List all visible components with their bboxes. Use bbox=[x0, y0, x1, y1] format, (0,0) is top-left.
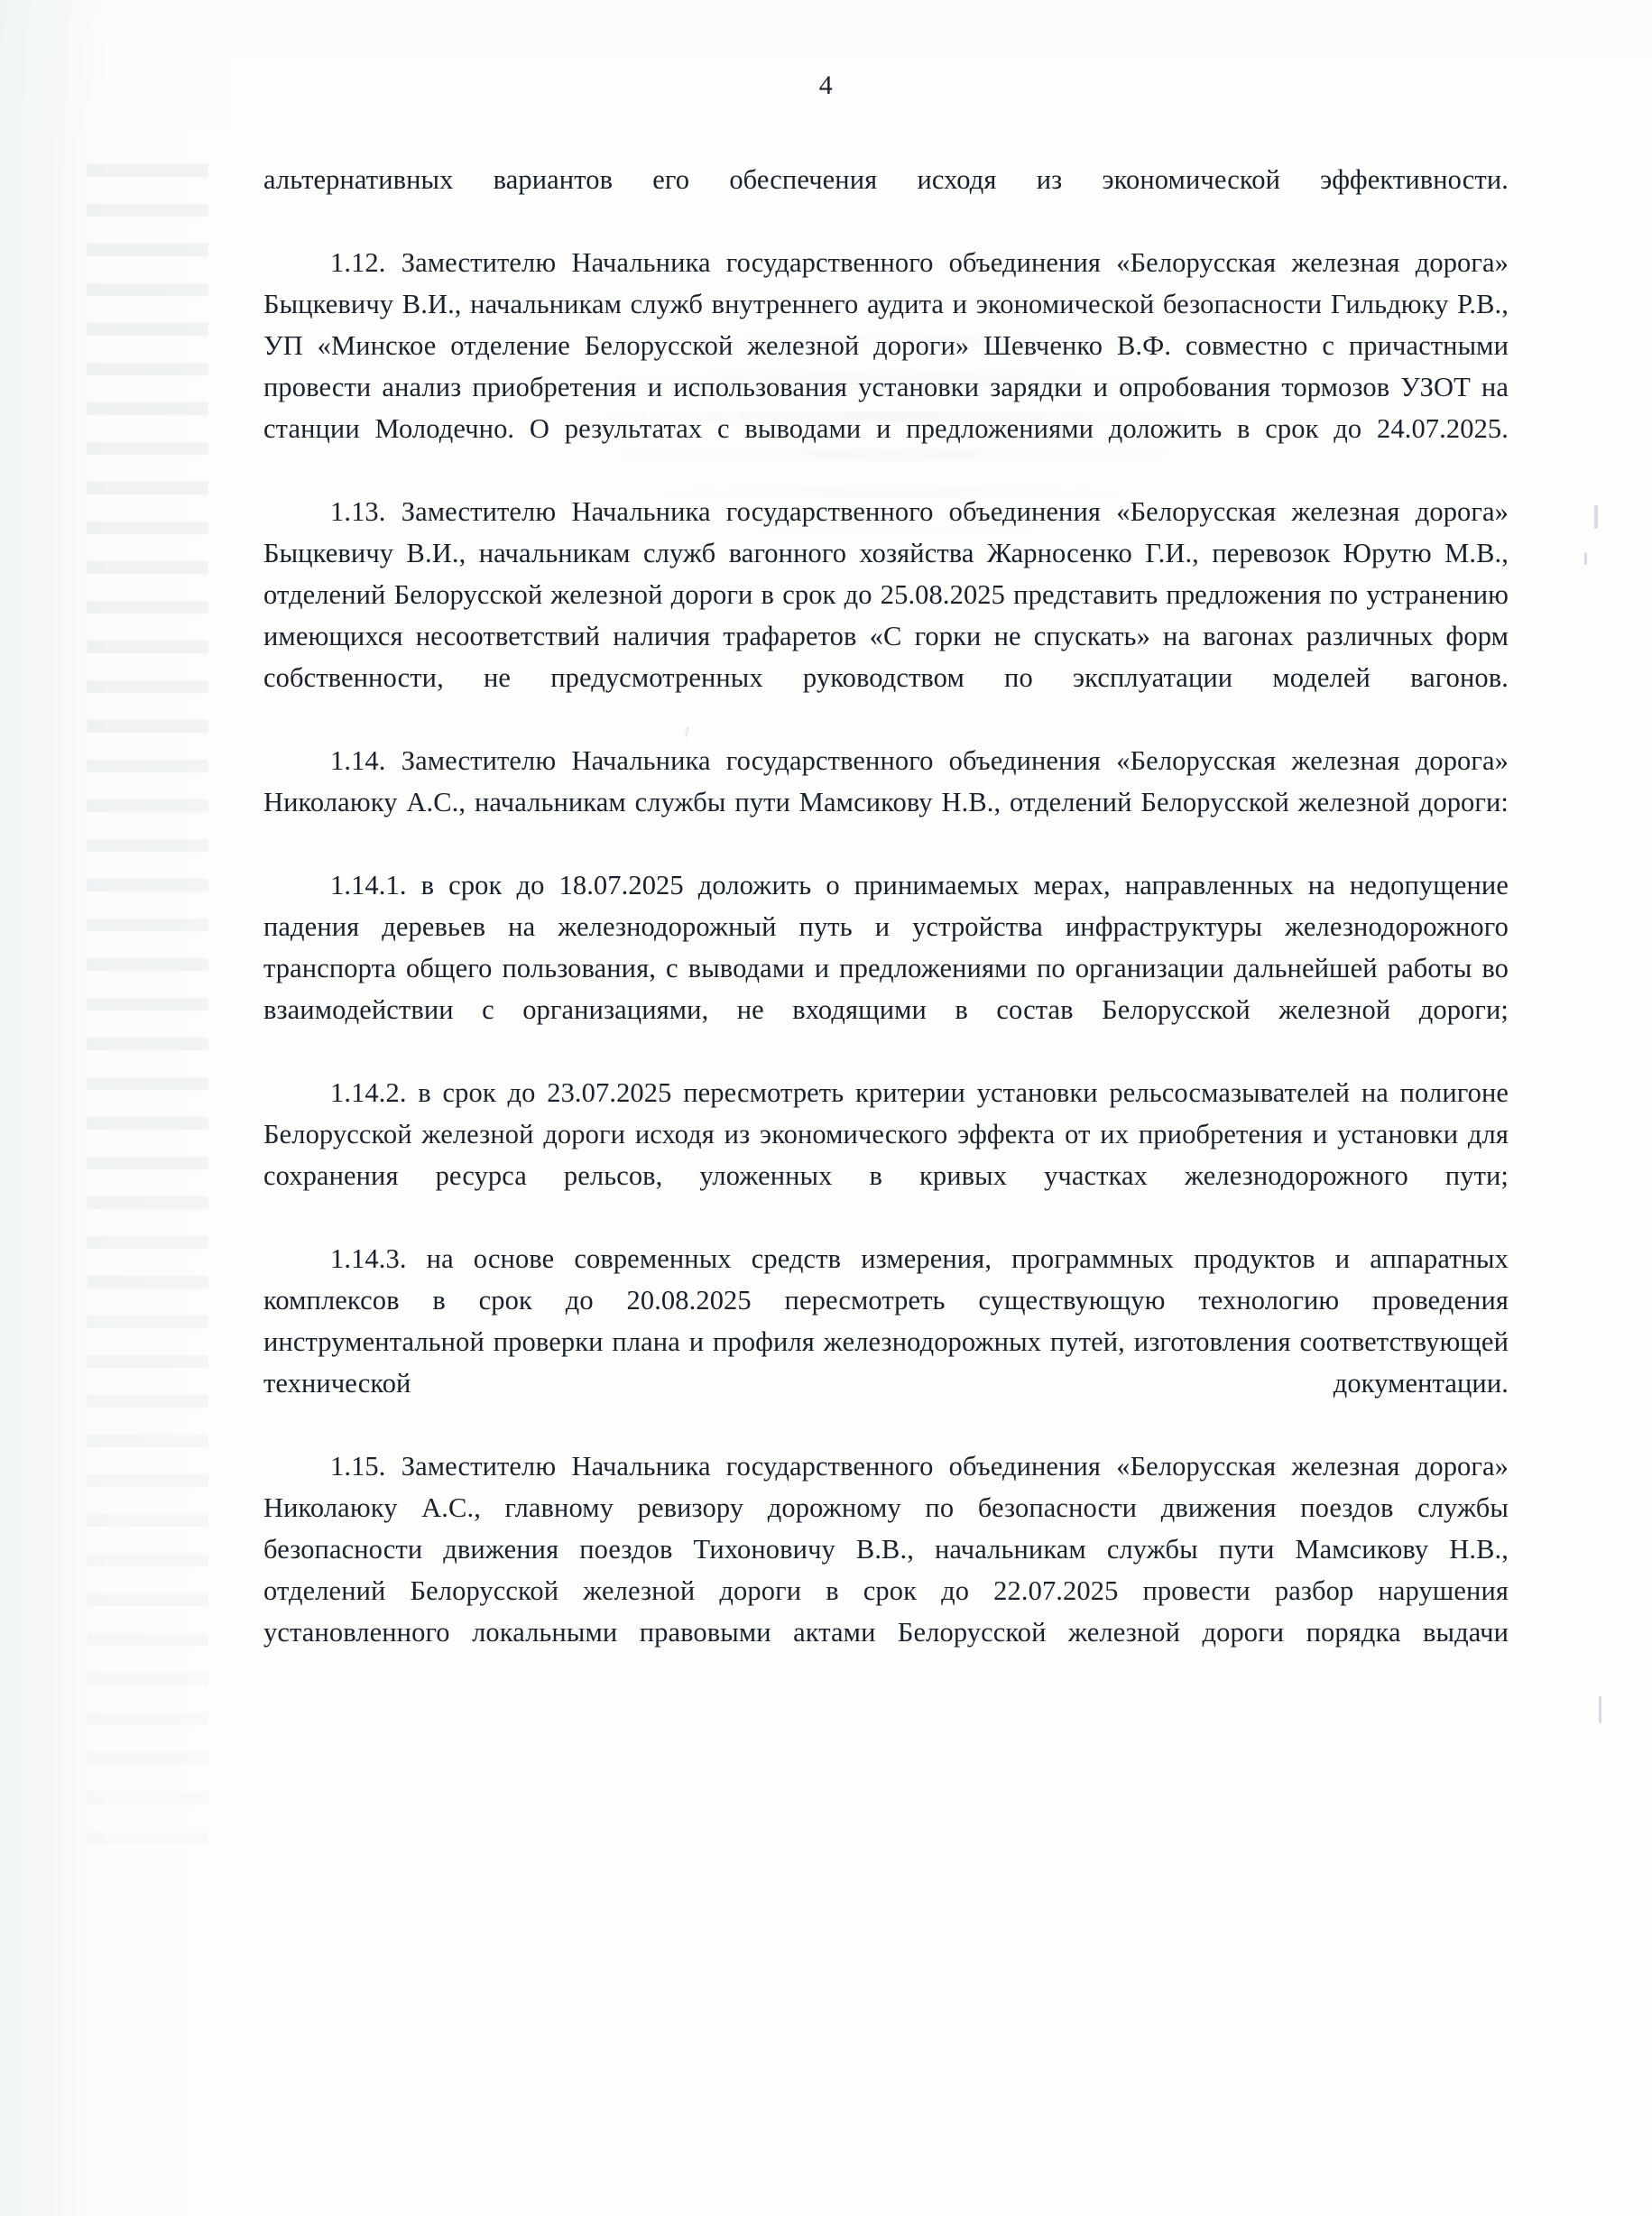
paragraph-item-1-13: 1.13. Заместителю Начальника государственного объединения «Белорусская железная дорога» Быцкевичу В.И., начальникам служб вагонного хозяйства Жарносенко Г.И., перевозок Юрутю М.В., отделений Белорусской железной дороги в срок до 25.08.2025 представить предложения по устранению имеющихся несоответствий наличия трафаретов «С горки не спускать» на вагонах различных форм собственности, не предусмотренных руководством по эксплуатации моделей вагонов. bbox=[263, 496, 1509, 693]
scan-artifact-mark bbox=[1599, 1696, 1601, 1723]
paragraph-item-1-14-2: 1.14.2. в срок до 23.07.2025 пересмотреть критерии установки рельсосмазывателей на полигоне Белорусской железной дороги исходя из экономического эффекта от их приобретения и установки для сохранения ресурса рельсов, уложенных в кривых участках железнодорожного пути; bbox=[263, 1077, 1509, 1191]
scan-artifact-mark bbox=[1594, 505, 1598, 529]
paragraph-item-1-15: 1.15. Заместителю Начальника государственного объединения «Белорусская железная дорога» Николаюку А.С., главному ревизору дорожному по безопасности движения поездов службы безопасности движения поездов Тихоновичу В.В., начальникам службы пути Мамсикову Н.В., отделений Белорусской железной дороги в срок до 22.07.2025 провести разбор нарушения установленного локальными правовыми актами Белорусской железной дороги порядка выдачи bbox=[263, 1451, 1509, 1648]
paragraph-item-1-12: 1.12. Заместителю Начальника государственного объединения «Белорусская железная дорога» Быцкевичу В.И., начальникам служб внутреннего аудита и экономической безопасности Гильдюку Р.В., УП «Минское отделение Белорусской железной дороги» Шевченко В.Ф. совместно с причастными провести анализ приобретения и использования установки зарядки и опробования тормозов УЗОТ на станции Молодечно. О результатах с выводами и предложениями доложить в срок до 24.07.2025. bbox=[263, 247, 1509, 444]
paragraph-item-1-14-3: 1.14.3. на основе современных средств измерения, программных продуктов и аппаратных комплексов в срок до 20.08.2025 пересмотреть существующую технологию проведения инструментальной проверки плана и профиля железнодорожных путей, изготовления соответствующей технической документации. bbox=[263, 1243, 1509, 1399]
paragraph-continuation: альтернативных вариантов его обеспечения исходя из экономической эффективности. bbox=[263, 164, 1509, 195]
paragraph-item-1-14-1: 1.14.1. в срок до 18.07.2025 доложить о принимаемых мерах, направленных на недопущение падения деревьев на железнодорожный путь и устройства инфраструктуры железнодорожного транспорта общего пользования, с выводами и предложениями по организации дальнейшей работы во взаимодействии с организациями, не входящими в состав Белорусской железной дороги; bbox=[263, 870, 1509, 1025]
scan-artifact-mark bbox=[1584, 552, 1587, 565]
document-body bbox=[263, 159, 1509, 1694]
paragraph-item-1-14: 1.14. Заместителю Начальника государственного объединения «Белорусская железная дорога» Николаюку А.С., начальникам службы пути Мамсикову Н.В., отделений Белорусской железной дороги: bbox=[263, 745, 1509, 817]
bleed-through-artifact-left bbox=[87, 153, 208, 1868]
page-number: 4 bbox=[818, 70, 834, 100]
